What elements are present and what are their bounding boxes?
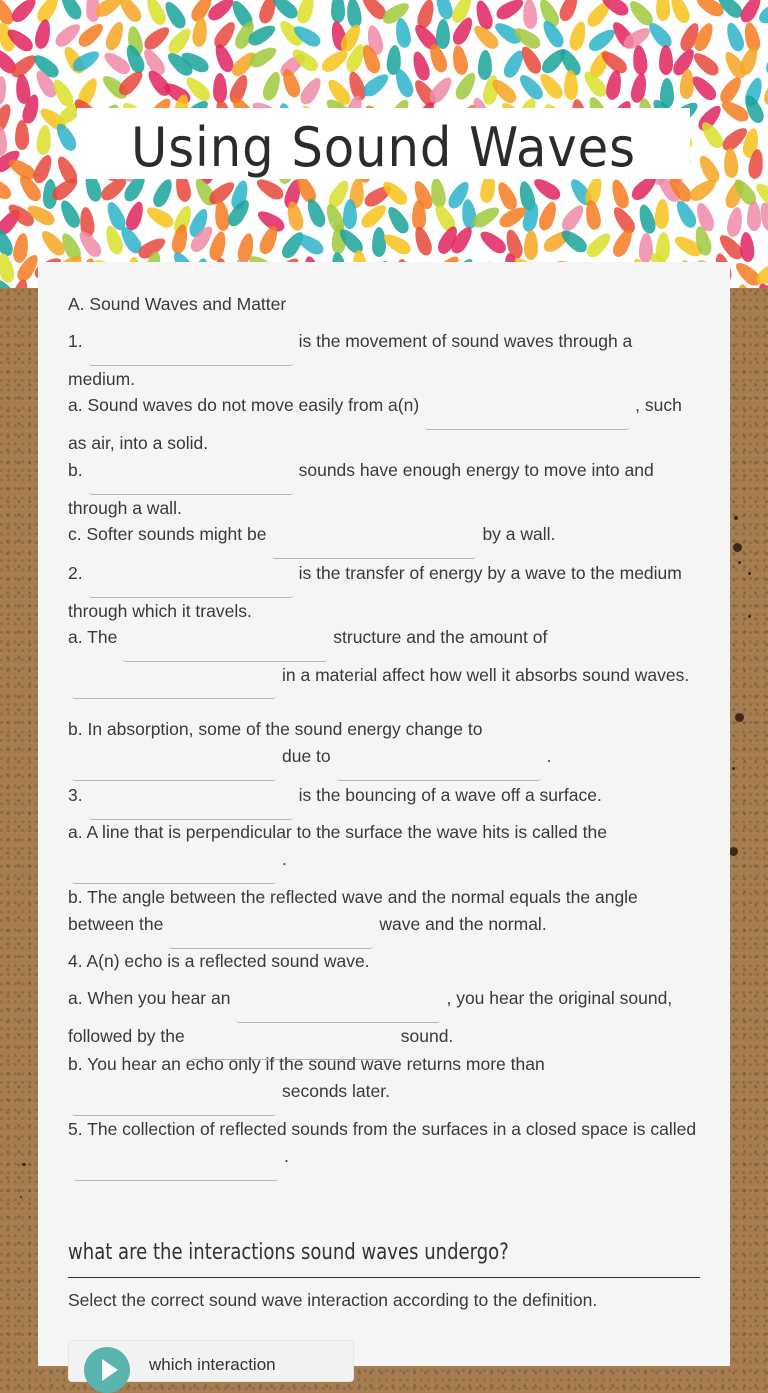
q2b-prefix: b. In absorption, some of the sound energy change to: [68, 719, 483, 739]
answer-blank-2[interactable]: [425, 405, 629, 430]
title-box: [77, 108, 690, 179]
leaf-decoration: [304, 196, 328, 229]
leaf-decoration: [294, 0, 316, 26]
leaf-decoration: [687, 175, 720, 204]
leaf-decoration: [436, 18, 451, 48]
speck: [734, 516, 738, 520]
answer-blank-3[interactable]: [89, 470, 293, 495]
leaf-decoration: [0, 174, 14, 203]
leaf-decoration: [747, 201, 761, 231]
q1a-prefix: a. Sound waves do not move easily from a(n): [68, 395, 420, 415]
q2a-prefix: a. The: [68, 627, 118, 647]
q1b-prefix: b.: [68, 460, 83, 480]
speck: [732, 767, 735, 770]
leaf-decoration: [0, 75, 9, 107]
leaf-decoration: [659, 45, 673, 75]
activity-label: which interaction: [149, 1355, 276, 1374]
leaf-decoration: [284, 200, 305, 232]
answer-blank-16[interactable]: [74, 1156, 278, 1181]
leaf-decoration: [557, 0, 582, 23]
speck: [729, 847, 738, 856]
q3-prefix: 3.: [68, 785, 83, 805]
answer-blank-6[interactable]: [123, 637, 327, 662]
question-2: [68, 560, 700, 625]
leaf-decoration: [410, 50, 432, 83]
speck: [20, 1196, 22, 1198]
q4a-prefix: a. When you hear an: [68, 988, 231, 1008]
leaf-decoration: [294, 230, 327, 258]
answer-blank-1[interactable]: [89, 341, 293, 366]
q3b-prefix: b. The angle between the reflected wave and the normal equals the angle between the: [68, 887, 638, 934]
leaf-decoration: [150, 177, 176, 210]
answer-blank-12[interactable]: [169, 924, 373, 949]
question-2a: [68, 624, 700, 699]
question-4b: [68, 1051, 700, 1116]
leaf-decoration: [567, 20, 588, 53]
leaf-decoration: [52, 121, 79, 154]
worksheet-card: [38, 262, 730, 1374]
q2b-suffix: .: [546, 746, 552, 766]
leaf-decoration: [761, 74, 768, 107]
leaf-decoration: [33, 18, 53, 50]
speck: [748, 615, 751, 618]
leaf-decoration: [247, 43, 280, 70]
question-5: [68, 1116, 700, 1181]
answer-blank-5[interactable]: [89, 573, 293, 598]
answer-blank-13[interactable]: [236, 998, 440, 1023]
section-a-title: A. Sound Waves and Matter: [68, 294, 287, 314]
play-icon[interactable]: [84, 1347, 130, 1393]
audio-activity-card[interactable]: [68, 1340, 354, 1382]
answer-blank-15[interactable]: [72, 1091, 276, 1116]
q2a-middle: structure and the amount of: [333, 627, 548, 647]
section-b-instruction: Select the correct sound wave interaction according to the definition.: [68, 1290, 598, 1310]
page-title: Using Sound Waves: [131, 116, 636, 179]
q3a-suffix: .: [282, 849, 287, 869]
q4b-suffix: seconds later.: [282, 1081, 390, 1101]
heading-divider: [68, 1277, 700, 1278]
q3a-prefix: a. A line that is perpendicular to the surface the wave hits is called the: [68, 822, 607, 842]
q5-suffix: .: [284, 1146, 289, 1166]
leaf-decoration: [673, 198, 700, 231]
answer-blank-7[interactable]: [72, 674, 276, 699]
leaf-decoration: [609, 177, 632, 210]
q1c-prefix: c. Softer sounds might be: [68, 524, 267, 544]
speck: [22, 1163, 26, 1166]
question-3a: [68, 819, 700, 884]
q2-prefix: 2.: [68, 563, 83, 583]
question-1a: [68, 392, 700, 457]
q2-suffix: is the transfer of energy by a wave to the medium through which it travels.: [68, 563, 682, 621]
leaf-decoration: [656, 0, 671, 21]
leaf-decoration: [57, 198, 83, 231]
leaf-decoration: [143, 203, 176, 231]
speck: [738, 561, 741, 564]
leaf-decoration: [645, 19, 675, 51]
leaf-decoration: [536, 200, 560, 233]
header-banner: [0, 0, 768, 288]
leaf-decoration: [384, 204, 412, 237]
leaf-decoration: [57, 0, 85, 22]
answer-blank-10[interactable]: [89, 795, 293, 820]
leaf-decoration: [583, 199, 602, 231]
leaf-decoration: [524, 230, 538, 260]
answer-blank-9[interactable]: [337, 756, 541, 781]
q5-prefix: 5. The collection of reflected sounds from the surfaces in a closed space is called: [68, 1119, 697, 1139]
q1c-suffix: by a wall.: [482, 524, 556, 544]
leaf-decoration: [723, 148, 739, 179]
leaf-decoration: [631, 44, 648, 75]
leaf-decoration: [690, 49, 722, 79]
leaf-decoration: [763, 45, 768, 78]
leaf-decoration: [103, 19, 127, 52]
q1b-suffix: sounds have enough energy to move into and through a wall.: [68, 460, 654, 518]
leaf-decoration: [371, 227, 385, 257]
answer-blank-8[interactable]: [72, 756, 276, 781]
leaf-decoration: [76, 20, 108, 51]
leaf-decoration: [15, 120, 29, 150]
leaf-decoration: [667, 0, 692, 25]
leaf-decoration: [393, 17, 412, 49]
speck: [748, 572, 751, 575]
q4b-prefix: b. You hear an echo only if the sound wave returns more than: [68, 1054, 545, 1074]
leaf-decoration: [169, 223, 189, 255]
leaf-decoration: [584, 229, 615, 260]
leaf-decoration: [764, 230, 768, 263]
speck: [733, 543, 742, 552]
question-4a: [68, 985, 700, 1060]
question-3: [68, 782, 700, 820]
leaf-decoration: [654, 199, 669, 230]
leaf-decoration: [477, 228, 509, 257]
question-4: 4. A(n) echo is a reflected sound wave.: [68, 951, 370, 971]
q1-prefix: 1.: [68, 331, 83, 351]
leaf-decoration: [9, 0, 40, 26]
leaf-decoration: [213, 73, 227, 103]
leaf-decoration: [392, 66, 416, 99]
leaf-decoration: [36, 125, 53, 156]
question-3b: [68, 884, 700, 949]
section-b-heading: what are the interactions sound waves undergo?: [68, 1240, 509, 1265]
answer-blank-4[interactable]: [272, 534, 476, 559]
leaf-decoration: [470, 203, 503, 231]
question-1b: [68, 457, 700, 522]
q2a-suffix: in a material affect how well it absorbs sound waves.: [282, 664, 690, 685]
leaf-decoration: [723, 21, 746, 54]
leaf-decoration: [725, 206, 744, 238]
answer-blank-11[interactable]: [72, 859, 276, 884]
leaf-decoration: [331, 0, 345, 23]
question-2b: [68, 716, 700, 781]
leaf-decoration: [225, 197, 254, 230]
leaf-decoration: [256, 224, 281, 257]
q3b-suffix: wave and the normal.: [379, 914, 547, 934]
speck: [735, 713, 744, 722]
leaf-decoration: [411, 225, 434, 258]
q1a-suffix: , such as air, into a solid.: [68, 395, 682, 453]
q1-suffix: is the movement of sound waves through a medium.: [68, 331, 633, 389]
leaf-decoration: [739, 231, 755, 262]
leaf-decoration: [297, 74, 325, 107]
leaf-decoration: [451, 44, 470, 76]
q3-suffix: is the bouncing of a wave off a surface.: [298, 785, 602, 805]
q4a-suffix: sound.: [400, 1025, 454, 1046]
question-1: [68, 328, 700, 393]
leaf-decoration: [494, 0, 527, 23]
leaf-decoration: [523, 0, 539, 29]
q2b-middle: due to: [282, 746, 331, 766]
question-1c: [68, 521, 700, 559]
q4a-middle: , you hear the original sound, followed by the: [68, 988, 673, 1046]
